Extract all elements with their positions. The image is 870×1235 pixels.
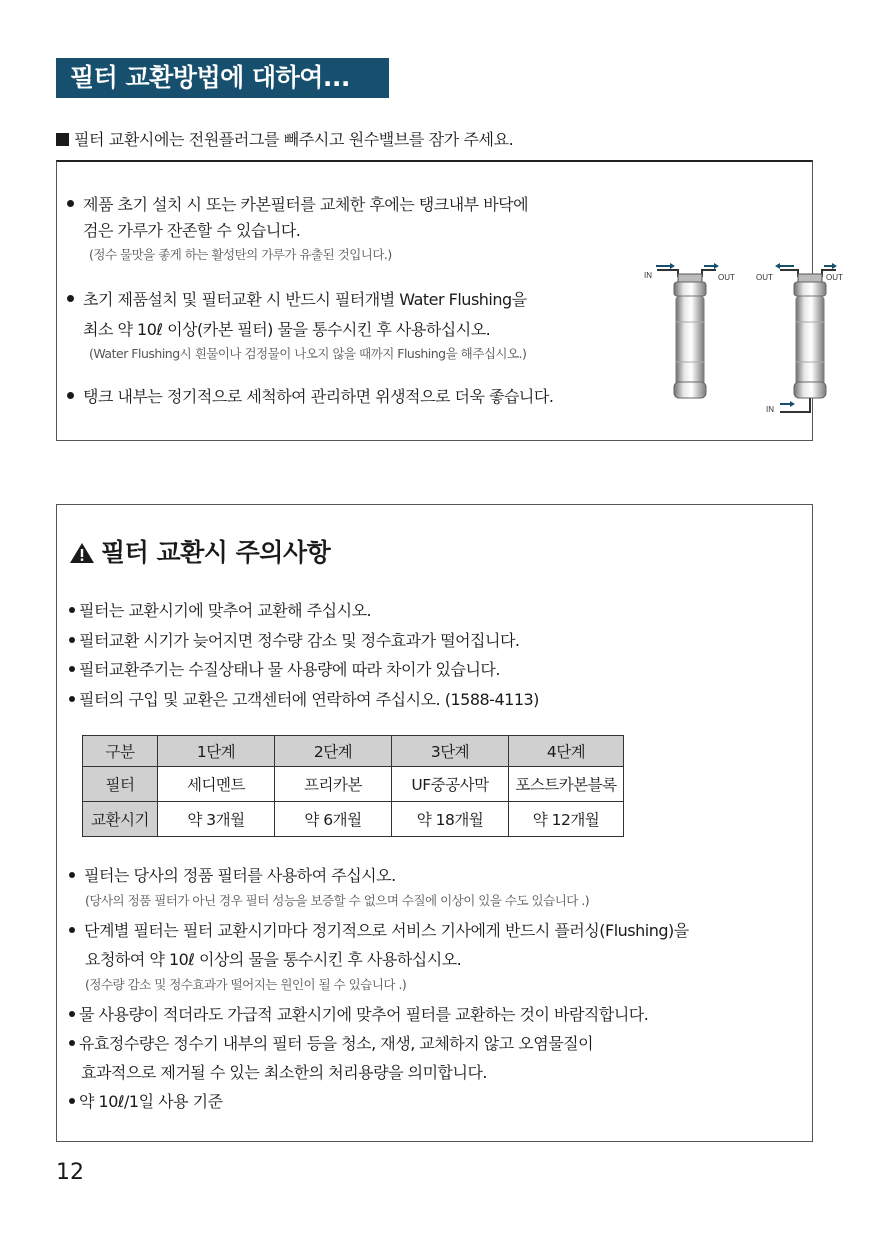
list-item-text: 물 사용량이 적더라도 가급적 교환시기에 맞추어 필터를 교환하는 것이 바람직합니다. (79, 1005, 649, 1024)
filter-1-out-label: OUT (718, 273, 735, 282)
table-cell: 약 3개월 (158, 802, 275, 837)
bullet-icon (69, 637, 75, 643)
info-item-1 (67, 192, 528, 266)
caution-title (69, 533, 330, 569)
list-item-text: 효과적으로 제거될 수 있는 최소한의 처리용량을 의미합니다. (81, 1063, 488, 1082)
page-number: 12 (56, 1160, 84, 1185)
table-header-row (83, 736, 624, 767)
filter-2-out-right-label: OUT (826, 273, 843, 282)
info-item-3-text: 탱크 내부는 정기적으로 세척하여 관리하면 위생적으로 더욱 좋습니다. (83, 387, 554, 406)
bullet-icon (67, 295, 74, 302)
table-cell: 약 12개월 (509, 802, 624, 837)
filter-1-in-label: IN (644, 271, 652, 280)
table-header-cell: 4단계 (509, 736, 624, 767)
caution-title-text: 필터 교환시 주의사항 (101, 538, 331, 567)
filter-2-in-label: IN (766, 405, 774, 414)
arrow-in-icon (656, 263, 675, 269)
notes-list (69, 861, 689, 1116)
info-box (56, 160, 843, 441)
list-item-text: 유효정수량은 정수기 내부의 필터 등을 청소, 재생, 교체하지 않고 오염물질이 (79, 1034, 594, 1053)
list-item-text: 단계별 필터는 필터 교환시기마다 정기적으로 서비스 기사에게 반드시 플러싱(Flushing)을 (84, 921, 689, 940)
list-item (69, 861, 689, 890)
caution-list (69, 596, 539, 714)
table-row-header: 필터 (83, 767, 158, 802)
bullet-icon (67, 392, 74, 399)
table-cell: UF중공사막 (392, 767, 509, 802)
warning-icon (69, 542, 95, 564)
bullet-icon (67, 200, 74, 207)
table-row-header: 교환시기 (83, 802, 158, 837)
table-cell: 약 6개월 (275, 802, 392, 837)
list-item-note: (정수량 감소 및 정수효과가 떨어지는 원인이 될 수 있습니다 .) (85, 977, 407, 992)
filter-diagram (640, 262, 843, 422)
table-header-cell: 3단계 (392, 736, 509, 767)
table-row (83, 802, 624, 837)
list-item (69, 1000, 689, 1029)
list-item-text: 필터교환주기는 수질상태나 물 사용량에 따라 차이가 있습니다. (79, 660, 500, 679)
info-item-1-line-2: 검은 가루가 잔존할 수 있습니다. (83, 221, 301, 240)
bullet-icon (69, 872, 75, 878)
table-row (83, 767, 624, 802)
info-item-2-line-2: 최소 약 10ℓ 이상(카본 필터) 물을 통수시킨 후 사용하십시오. (83, 320, 491, 339)
page-title: 필터 교환방법에 대하여... (56, 58, 389, 98)
list-item (69, 596, 539, 626)
bullet-icon (69, 1011, 75, 1017)
instruction-line (56, 127, 513, 150)
bullet-icon (69, 696, 75, 702)
filter-2-out-left-label: OUT (756, 273, 773, 282)
filter-1-graphic (657, 270, 716, 398)
filter-schedule-table (82, 735, 624, 837)
info-item-1-line-1: 제품 초기 설치 시 또는 카본필터를 교체한 후에는 탱크내부 바닥에 (83, 195, 529, 214)
list-item (69, 916, 689, 945)
info-item-1-note: (정수 물맛을 좋게 하는 활성탄의 가루가 유출된 것입니다.) (89, 247, 392, 262)
list-item (69, 1087, 689, 1116)
list-item-note: (당사의 정품 필터가 아닌 경우 필터 성능을 보증할 수 없으며 수질에 이상이 있을 수도 있습니다 .) (85, 893, 590, 908)
list-item (69, 655, 539, 685)
arrow-in-bottom-icon (780, 401, 795, 407)
list-item-text: 필터는 당사의 정품 필터를 사용하여 주십시오. (84, 866, 396, 885)
table-header-cell: 2단계 (275, 736, 392, 767)
table-cell: 약 18개월 (392, 802, 509, 837)
list-item-text: 약 10ℓ/1일 사용 기준 (79, 1092, 223, 1111)
list-item-text: 필터의 구입 및 교환은 고객센터에 연락하여 주십시오. (1588-4113) (79, 689, 539, 709)
arrow-out-icon (704, 263, 719, 269)
instruction-text: 필터 교환시에는 전원플러그를 빼주시고 원수밸브를 잠가 주세요. (74, 130, 514, 149)
info-item-2-note: (Water Flushing시 흰물이나 검정물이 나오지 않을 때까지 Flushing을 해주십시오.) (89, 346, 527, 361)
list-item (69, 685, 539, 715)
table-header-cell: 1단계 (158, 736, 275, 767)
arrow-out-left-icon (775, 263, 794, 269)
info-item-2-line-1: 초기 제품설치 및 필터교환 시 반드시 필터개별 Water Flushing을 (83, 290, 527, 309)
bullet-icon (69, 1098, 75, 1104)
info-item-3 (67, 384, 553, 410)
caution-box (56, 504, 813, 1142)
info-item-2 (67, 287, 527, 365)
bullet-icon (69, 607, 75, 613)
table-header-cell: 구분 (83, 736, 158, 767)
filter-2-graphic (780, 270, 836, 412)
list-item-text: 요청하여 약 10ℓ 이상의 물을 통수시킨 후 사용하십시오. (85, 950, 462, 969)
list-item (69, 626, 539, 656)
list-item (69, 1029, 689, 1058)
arrow-out-right-icon (824, 263, 837, 269)
table-cell: 포스트카본블록 (509, 767, 624, 802)
bullet-icon (69, 666, 75, 672)
bullet-icon (69, 1040, 75, 1046)
square-bullet-icon (56, 133, 69, 146)
table-cell: 세디멘트 (158, 767, 275, 802)
table-cell: 프리카본 (275, 767, 392, 802)
list-item-text: 필터는 교환시기에 맞추어 교환해 주십시오. (79, 601, 372, 620)
bullet-icon (69, 927, 75, 933)
list-item-text: 필터교환 시기가 늦어지면 정수량 감소 및 정수효과가 떨어집니다. (79, 630, 520, 650)
